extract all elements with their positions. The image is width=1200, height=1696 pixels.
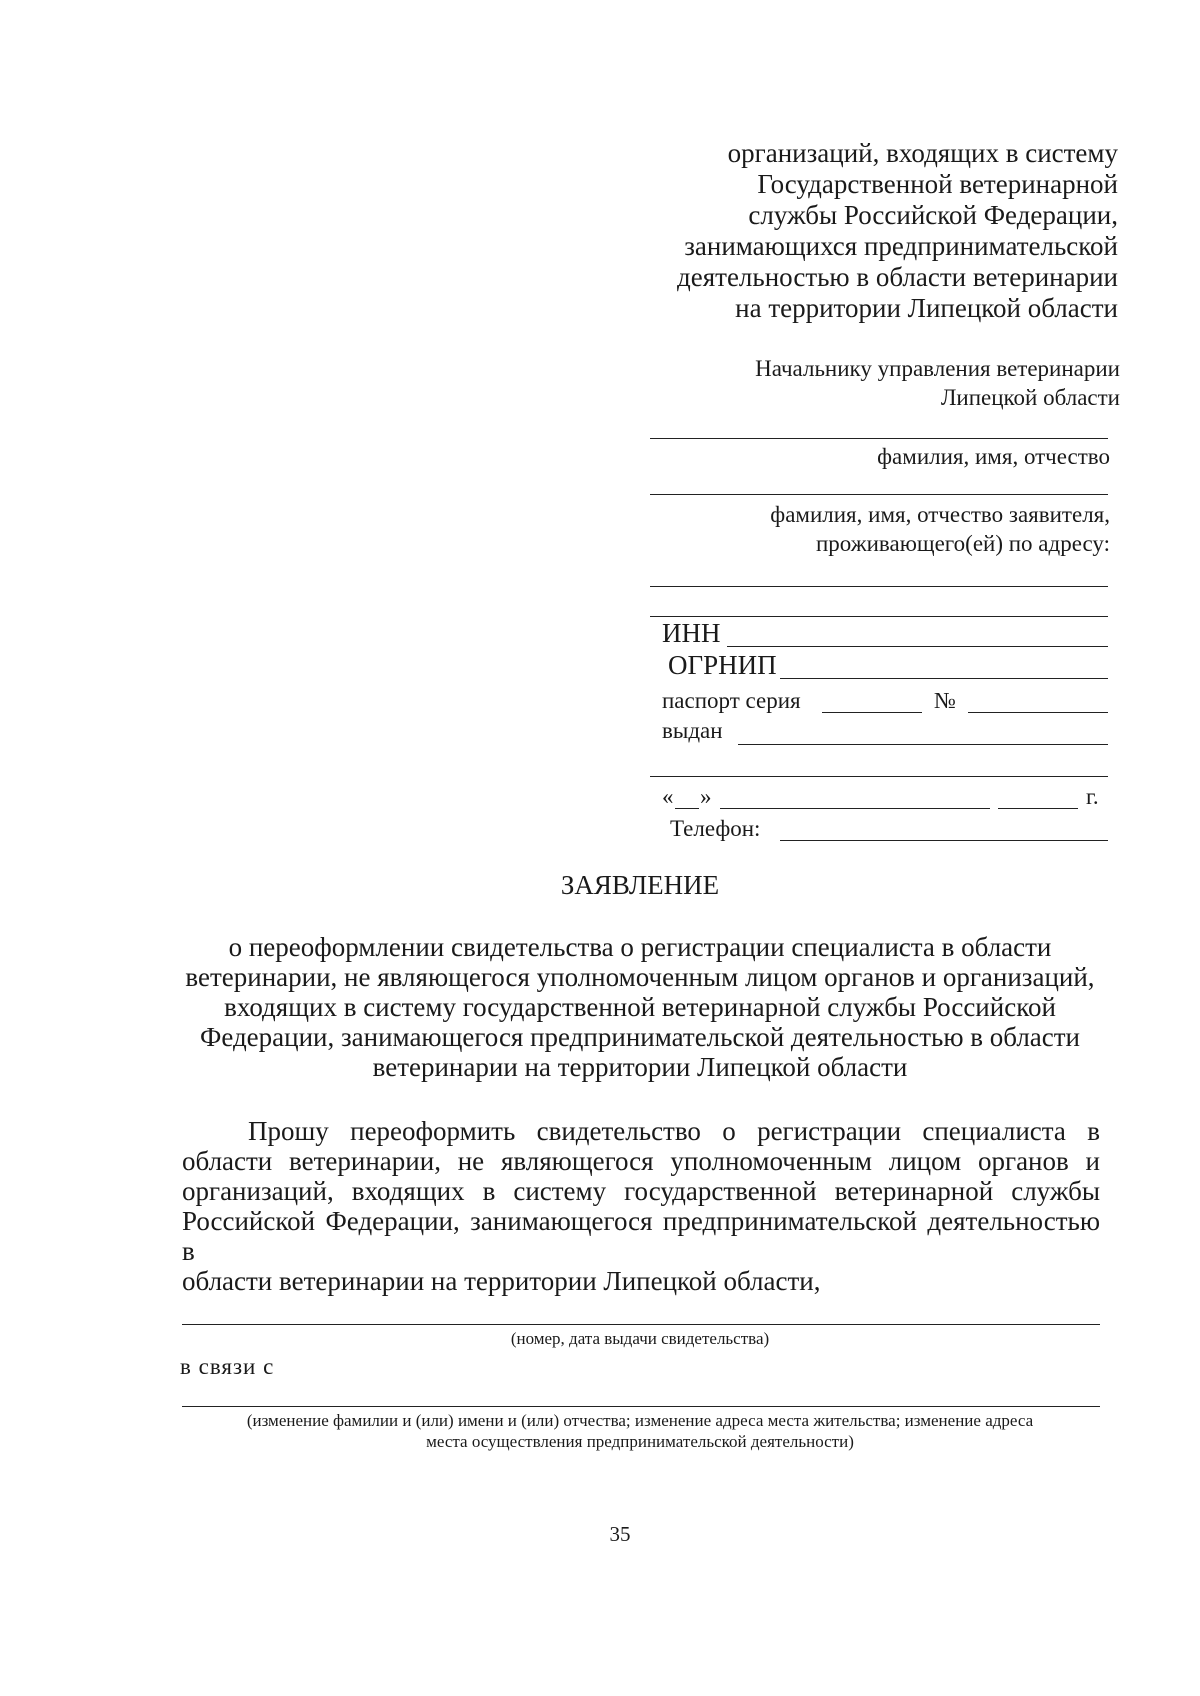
ogrnip-label: ОГРНИП	[668, 650, 777, 680]
subtitle-line: о переоформлении свидетельства о регистрации специалиста в области	[228, 932, 1052, 962]
header-line: занимающихся предпринимательской	[684, 231, 1118, 261]
subtitle-line: входящих в систему государственной ветеринарной службы Российской	[224, 992, 1056, 1022]
body-line: области ветеринарии, не являющегося уполномоченным лицом органов и	[182, 1146, 1100, 1176]
issued-field-line-2[interactable]	[650, 776, 1108, 777]
reason-caption-line: места осуществления предпринимательской деятельности)	[426, 1432, 854, 1451]
date-day-field-line[interactable]	[675, 808, 699, 809]
header-line: Государственной ветеринарной	[757, 169, 1118, 199]
date-open-quote: «	[662, 784, 674, 809]
page-number: 35	[609, 1522, 631, 1546]
fio-field-line[interactable]	[650, 438, 1108, 439]
reason-label: в связи с	[180, 1354, 275, 1379]
subtitle-line: ветеринарии на территории Липецкой области	[372, 1052, 908, 1082]
date-month-field-line[interactable]	[720, 808, 990, 809]
issued-label: выдан	[662, 718, 723, 743]
inn-field-line[interactable]	[727, 646, 1108, 647]
certificate-caption: (номер, дата выдачи свидетельства)	[510, 1329, 770, 1348]
phone-label: Телефон:	[670, 816, 761, 841]
ogrnip-field-line[interactable]	[780, 678, 1108, 679]
header-line: службы Российской Федерации,	[748, 200, 1118, 230]
certificate-field-line[interactable]	[182, 1324, 1100, 1325]
applicant-caption	[640, 500, 1110, 558]
subtitle-line: ветеринарии, не являющегося уполномоченным лицом органов и организаций,	[185, 962, 1095, 992]
addressee	[640, 354, 1120, 412]
address-line-1[interactable]	[650, 586, 1108, 587]
header-line: деятельностью в области ветеринарии	[677, 262, 1118, 292]
passport-number-field-line[interactable]	[968, 712, 1108, 713]
header-line: организаций, входящих в систему	[727, 138, 1118, 168]
header-line: на территории Липецкой области	[735, 293, 1118, 323]
reason-caption-line: (изменение фамилии и (или) имени и (или) отчества; изменение адреса места жительства; изменение адреса	[246, 1411, 1034, 1430]
body-line: Российской Федерации, занимающегося предпринимательской деятельностью в	[182, 1206, 1100, 1266]
passport-number-label: №	[934, 688, 956, 713]
passport-series-label: паспорт серия	[662, 688, 801, 713]
applicant-field-line[interactable]	[650, 494, 1108, 495]
subtitle-line: Федерации, занимающегося предпринимательской деятельностью в области	[199, 1022, 1081, 1052]
phone-field-line[interactable]	[780, 840, 1108, 841]
statement-subtitle	[150, 932, 1130, 1082]
date-close-quote: »	[700, 784, 712, 809]
addressee-line: Начальнику управления ветеринарии	[755, 356, 1120, 381]
header-block	[560, 138, 1118, 324]
body-paragraph	[182, 1116, 1100, 1296]
body-line: Прошу переоформить свидетельство о регистрации специалиста в	[248, 1116, 1100, 1146]
body-line: организаций, входящих в систему государственной ветеринарной службы	[182, 1176, 1100, 1206]
applicant-caption-line: проживающего(ей) по адресу:	[816, 531, 1110, 556]
reason-caption	[160, 1410, 1120, 1452]
reason-field-line[interactable]	[182, 1406, 1100, 1407]
issued-field-line[interactable]	[738, 744, 1108, 745]
addressee-line: Липецкой области	[940, 385, 1120, 410]
address-line-2[interactable]	[650, 616, 1108, 617]
statement-heading: ЗАЯВЛЕНИЕ	[560, 870, 720, 900]
passport-series-field-line[interactable]	[822, 712, 922, 713]
inn-label: ИНН	[662, 618, 721, 648]
year-suffix: г.	[1086, 784, 1099, 809]
date-year-field-line[interactable]	[998, 808, 1078, 809]
fio-caption: фамилия, имя, отчество	[877, 444, 1110, 469]
body-line: области ветеринарии на территории Липецкой области,	[182, 1266, 821, 1296]
applicant-caption-line: фамилия, имя, отчество заявителя,	[770, 502, 1110, 527]
